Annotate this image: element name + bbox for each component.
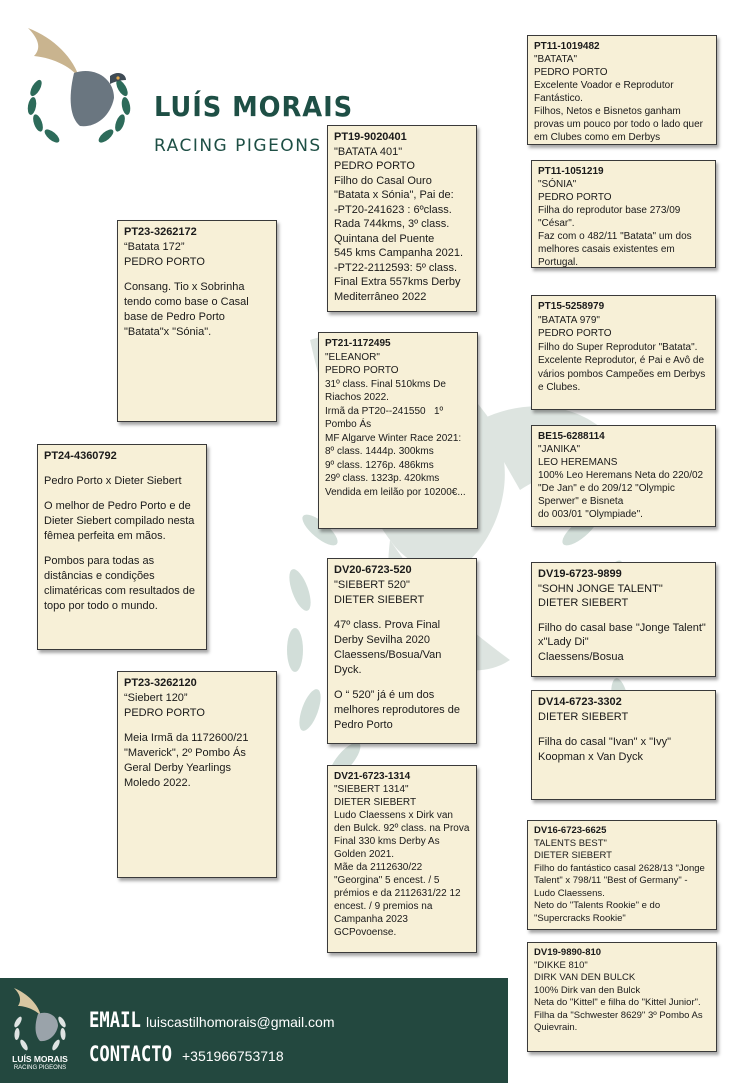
pedigree-card xyxy=(327,558,477,744)
card-line: 9º class. 1276p. 486kms xyxy=(325,459,434,471)
card-line: Consang. Tio x Sobrinha tendo como base o Casal base de Pedro Porto "Batata"x "Sónia". xyxy=(124,281,252,338)
ring-number: PT24-4360792 xyxy=(44,450,117,462)
card-line: PEDRO PORTO xyxy=(334,160,415,172)
card-line: "DIKKE 810" xyxy=(534,959,588,971)
card-line: "SIEBERT 520" xyxy=(334,579,410,591)
card-line: "Batata x Sónia", Pai de: xyxy=(334,189,454,201)
card-line: "SOHN JONGE TALENT" xyxy=(538,582,663,595)
ring-number: DV21-6723-1314 xyxy=(334,771,411,782)
line-gap xyxy=(44,489,200,499)
ring-number: PT19-9020401 xyxy=(334,131,407,143)
card-line: Excelente Reprodutor, é Pai e Avô de vários pombos Campeões em Derbys e Clubes. xyxy=(538,355,709,393)
card-line: 8º class. 1444p. 300kms xyxy=(325,446,434,457)
card-line: DIETER SIEBERT xyxy=(334,594,425,606)
card-line: TALENTS BEST" xyxy=(534,837,607,849)
line-gap xyxy=(334,608,470,618)
pedigree-card xyxy=(531,295,716,410)
card-line: Rada 744kms, 3º class. xyxy=(334,218,450,230)
card-line: -PT22-2112593: 5º class. xyxy=(334,261,458,274)
card-line: Neto do "Talents Rookie" e do "Supercracks Rookie" xyxy=(534,900,663,924)
ring-number: DV19-9890-810 xyxy=(534,947,602,958)
footer-logo-subtitle: RACING PIGEONS xyxy=(13,1065,67,1071)
ring-number: DV20-6723-520 xyxy=(334,564,412,576)
pedigree-card xyxy=(531,425,716,527)
line-gap xyxy=(538,725,709,735)
card-line: PEDRO PORTO xyxy=(124,256,205,268)
pedigree-card xyxy=(327,765,477,953)
card-line: DIRK VAN DEN BULCK xyxy=(534,972,636,983)
line-gap xyxy=(538,611,709,621)
card-line: 31º class. Final 510kms De Riachos 2022. xyxy=(325,378,449,403)
card-line: PEDRO PORTO xyxy=(534,67,608,78)
card-line: PEDRO PORTO xyxy=(325,365,399,376)
card-line: 100% Dirk van den Bulck xyxy=(534,984,641,996)
ring-number: PT11-1019482 xyxy=(534,41,600,52)
pedigree-card xyxy=(527,35,717,145)
card-line: Quintana del Puente xyxy=(334,232,435,245)
contact-footer xyxy=(0,978,508,1083)
card-line: 545 kms Campanha 2021. xyxy=(334,247,464,259)
footer-logo-name: LUÍS MORAIS xyxy=(12,1054,68,1064)
card-line: DIETER SIEBERT xyxy=(334,797,417,808)
card-line: Filho do Super Reprodutor "Batata". xyxy=(538,341,698,353)
ring-number: BE15-6288114 xyxy=(538,431,605,442)
card-line: Pombos para todas as distâncias e condições climatéricas com resultados de topo por todo o mundo. xyxy=(44,555,199,612)
ring-number: PT21-1172495 xyxy=(325,338,391,349)
line-gap xyxy=(124,270,270,280)
card-line: Faz com o 482/11 "Batata" um dos melhores casais existentes em Portugal. xyxy=(538,231,695,268)
card-line: “Siebert 120” xyxy=(124,692,188,704)
card-line: Filha do reprodutor base 273/09 "César". xyxy=(538,205,684,229)
card-line: Filho do casal base "Jonge Talent" x"Lady Di" xyxy=(538,621,709,648)
card-line: do 003/01 "Olympiade". xyxy=(538,509,643,520)
card-line: “Batata 172” xyxy=(124,241,185,253)
card-line: Pedro Porto x Dieter Siebert xyxy=(44,475,182,487)
card-line: Filho do Casal Ouro xyxy=(334,174,432,187)
card-line: -PT20-241623 : 6ºclass. xyxy=(334,203,452,216)
card-line: Neta do "Kittel" e filha do "Kittel Junior". xyxy=(534,997,701,1008)
card-line: Vendida em leilão por 10200€... xyxy=(325,486,466,498)
logo-subtitle: RACING PIGEONS xyxy=(154,136,322,156)
pigeon-laurel-icon xyxy=(8,984,72,1054)
card-line: "ELEANOR" xyxy=(325,351,380,363)
card-line: Final Extra 557kms Derby xyxy=(334,276,461,288)
card-line: Filha do casal "Ivan" x "Ivy" xyxy=(538,736,672,748)
line-gap xyxy=(44,544,200,554)
card-line: Excelente Voador e Reprodutor Fantástico. xyxy=(534,80,677,104)
card-line: "BATATA" xyxy=(534,54,578,65)
card-line: "BATATA 401" xyxy=(334,145,403,158)
card-line: Mãe da 2112630/22 "Georgina" 5 encest. / 5 prémios e da 2112631/22 12 encest. / 9 premios na Campanha 2023 GCPovoense. xyxy=(334,862,464,938)
card-line: DIETER SIEBERT xyxy=(534,850,612,861)
ring-number: DV14-6723-3302 xyxy=(538,696,622,708)
pigeon-laurel-icon xyxy=(14,18,144,148)
card-line: 47º class. Prova Final Derby Sevilha 2020 Claessens/Bosua/Van Dyck. xyxy=(334,619,445,676)
card-line: MF Algarve Winter Race 2021: xyxy=(325,432,462,444)
card-line: 29º class. 1323p. 420kms xyxy=(325,473,440,484)
card-line: DIETER SIEBERT xyxy=(538,711,629,723)
pedigree-card xyxy=(327,125,477,312)
card-line: Claessens/Bosua xyxy=(538,650,624,663)
card-line: Meia Irmã da 1172600/21 "Maverick", 2º Pombo Ás Geral Derby Yearlings Moledo 2022. xyxy=(124,732,252,789)
pedigree-card xyxy=(531,562,716,677)
ring-number: PT11-1051219 xyxy=(538,166,604,177)
card-line: 100% Leo Heremans Neta do 220/02 "De Jan" e do 209/12 "Olympic Sperwer" e Bisneta xyxy=(538,470,706,507)
card-line: Irmã da PT20--241550 1º Pombo Ás xyxy=(325,405,446,430)
ring-number: PT23-3262120 xyxy=(124,677,197,689)
pedigree-card xyxy=(527,820,717,930)
line-gap xyxy=(124,721,270,731)
ring-number: DV16-6723-6625 xyxy=(534,825,607,836)
card-line: Koopman x Van Dyck xyxy=(538,751,643,763)
card-line: Ludo Claessens x Dirk van den Bulck. 92º class. na Prova Final 330 kms Derby As Golden 2021. xyxy=(334,810,473,860)
brand-logo xyxy=(14,18,354,156)
card-line: O “ 520” já é um dos melhores reprodutores de Pedro Porto xyxy=(334,689,464,731)
card-line: "SIEBERT 1314" xyxy=(334,784,409,795)
logo-name: LUÍS MORAIS xyxy=(154,90,354,123)
card-line: Filhos, Netos e Bisnetos ganham provas um pouco por todo o lado quer em Clubes como em Derbys xyxy=(534,106,706,143)
email-label: EMAIL xyxy=(89,1008,141,1032)
card-line: PEDRO PORTO xyxy=(538,192,612,203)
card-line: "JANIKA" xyxy=(538,444,581,455)
ring-number: DV19-6723-9899 xyxy=(538,568,622,580)
card-line: Filho do fantástico casal 2628/13 "Jonge Talent" x 798/11 "Best of Germany" - Ludo Claessens. xyxy=(534,862,708,899)
pedigree-card xyxy=(117,220,277,422)
pedigree-card xyxy=(527,942,717,1052)
card-line: DIETER SIEBERT xyxy=(538,597,629,609)
card-line: LEO HEREMANS xyxy=(538,457,618,468)
pedigree-card xyxy=(117,671,277,878)
pedigree-card xyxy=(37,444,207,650)
card-line: PEDRO PORTO xyxy=(538,328,612,339)
contact-label: CONTACTO xyxy=(89,1042,172,1066)
card-line: Mediterrâneo 2022 xyxy=(334,290,427,303)
line-gap xyxy=(334,678,470,688)
ring-number: PT23-3262172 xyxy=(124,226,197,238)
ring-number: PT15-5258979 xyxy=(538,301,605,312)
card-line: PEDRO PORTO xyxy=(124,707,205,719)
card-line: "SÓNIA" xyxy=(538,179,577,190)
pedigree-card xyxy=(531,690,716,800)
pedigree-card xyxy=(318,332,478,529)
email-address[interactable]: luiscastilhomorais@gmail.com xyxy=(146,1014,335,1030)
pedigree-card xyxy=(531,160,716,268)
line-gap xyxy=(44,464,200,474)
card-line: Filha da "Schwester 8629" 3º Pombo As Quievrain. xyxy=(534,1009,706,1033)
footer-logo xyxy=(8,984,72,1076)
card-line: O melhor de Pedro Porto e de Dieter Siebert compilado nesta fêmea perfeita em mãos. xyxy=(44,500,198,542)
phone-number[interactable]: +351966753718 xyxy=(182,1048,284,1064)
card-line: "BATATA 979" xyxy=(538,314,600,326)
